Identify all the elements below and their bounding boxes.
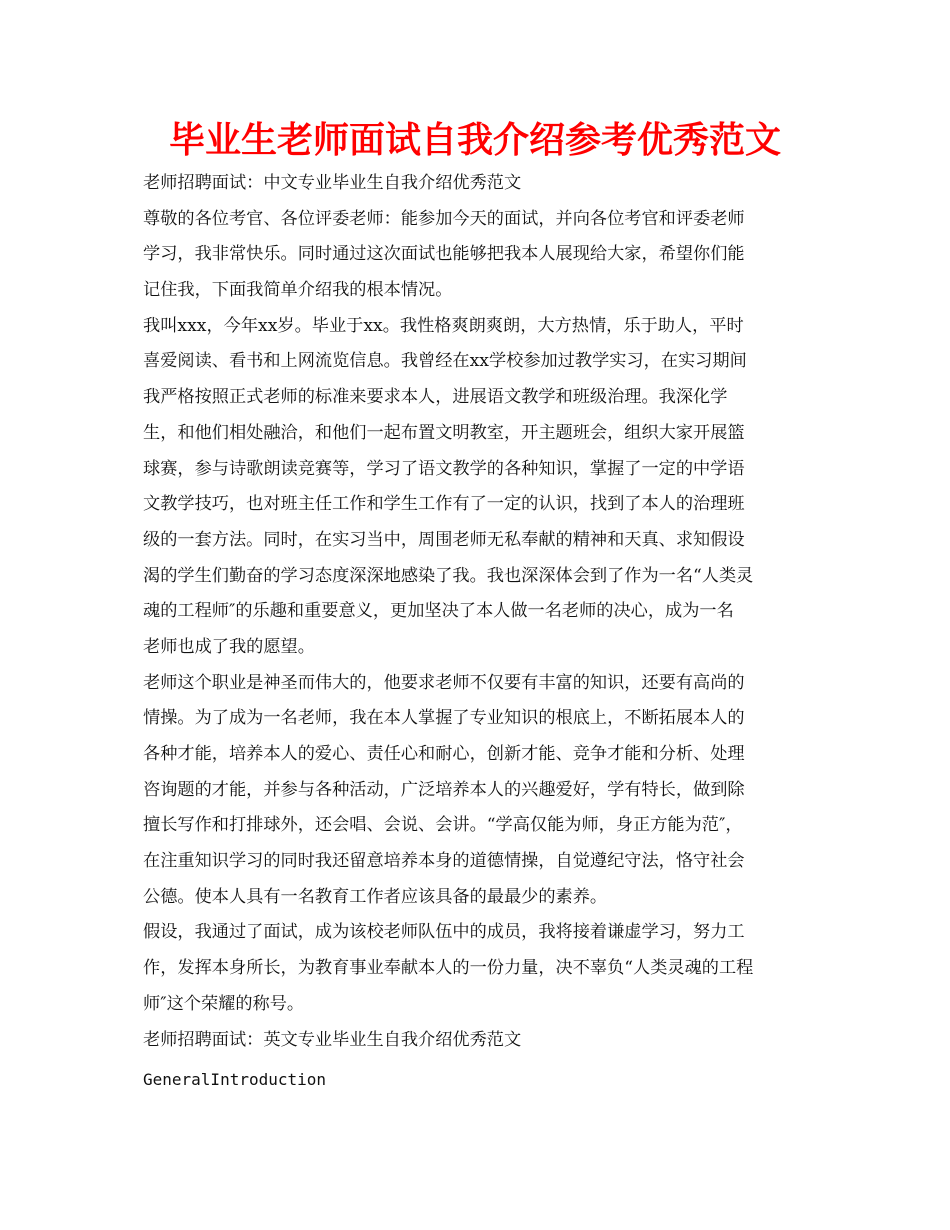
text-line: 喜爱阅读、看书和上网流览信息。我曾经在xx学校参加过教学实习，在实习期间 <box>143 351 747 372</box>
text-line: 球赛，参与诗歌朗读竞赛等，学习了语文教学的各种知识，掌握了一定的中学语 <box>143 458 745 479</box>
text-line: 级的一套方法。同时，在实习当中，周围老师无私奉献的精神和天真、求知假设 <box>143 529 745 550</box>
text-line: 文教学技巧，也对班主任工作和学生工作有了一定的认识，找到了本人的治理班 <box>143 494 745 515</box>
text-line: 在注重知识学习的同时我还留意培养本身的道德情操，自觉遵纪守法，恪守社会 <box>143 851 745 872</box>
text-line: 情操。为了成为一名老师，我在本人掌握了专业知识的根底上，不断拓展本人的 <box>143 708 745 729</box>
text-line: 学习，我非常快乐。同时通过这次面试也能够把我本人展现给大家，希望你们能 <box>143 244 745 265</box>
document-body <box>143 166 811 1098</box>
text-line: 我叫xxx，今年xx岁。毕业于xx。我性格爽朗爽朗，大方热情，乐于助人，平时 <box>143 315 744 336</box>
text-line: 我严格按照正式老师的标准来要求本人，进展语文教学和班级治理。我深化学 <box>143 387 728 408</box>
text-line: 公德。使本人具有一名教育工作者应该具备的最最少的素养。 <box>143 886 608 907</box>
text-line: 老师招聘面试：中文专业毕业生自我介绍优秀范文 <box>143 173 522 193</box>
text-line: 擅长写作和打排球外，还会唱、会说、会讲。“学高仅能为师，身正方能为范″， <box>143 815 743 836</box>
text-line: 师″这个荣耀的称号。 <box>143 993 305 1014</box>
text-line: 老师招聘面试：英文专业毕业生自我介绍优秀范文 <box>143 1029 522 1050</box>
text-line: 作，发挥本身所长，为教育事业奉献本人的一份力量，决不辜负“人类灵魂的工程 <box>143 958 754 979</box>
text-line: 魂的工程师″的乐趣和重要意义，更加坚决了本人做一名老师的决心，成为一名 <box>143 601 734 622</box>
document-title: 毕业生老师面试自我介绍参考优秀范文 <box>168 120 781 161</box>
text-line: 渴的学生们勤奋的学习态度深深地感染了我。我也深深体会到了作为一名“人类灵 <box>143 565 754 586</box>
text-line: 假设，我通过了面试，成为该校老师队伍中的成员，我将接着谦虚学习，努力工 <box>143 922 745 943</box>
text-line: 老师也成了我的愿望。 <box>143 636 315 657</box>
text-line: 尊敬的各位考官、各位评委老师：能参加今天的面试，并向各位考官和评委老师 <box>143 208 745 229</box>
text-line: 各种才能，培养本人的爱心、责任心和耐心，创新才能、竞争才能和分析、处理 <box>143 744 745 764</box>
text-line: 咨询题的才能，并参与各种活动，广泛培养本人的兴趣爱好，学有特长，做到除 <box>143 779 745 800</box>
text-line: 生，和他们相处融洽，和他们一起布置文明教室，开主题班会，组织大家开展篮 <box>143 422 745 443</box>
text-line: 记住我，下面我简单介绍我的根本情况。 <box>143 280 453 301</box>
english-heading-line: GeneralIntroduction <box>143 1070 327 1090</box>
text-line: 老师这个职业是神圣而伟大的，他要求老师不仅要有丰富的知识，还要有高尚的 <box>143 672 745 693</box>
